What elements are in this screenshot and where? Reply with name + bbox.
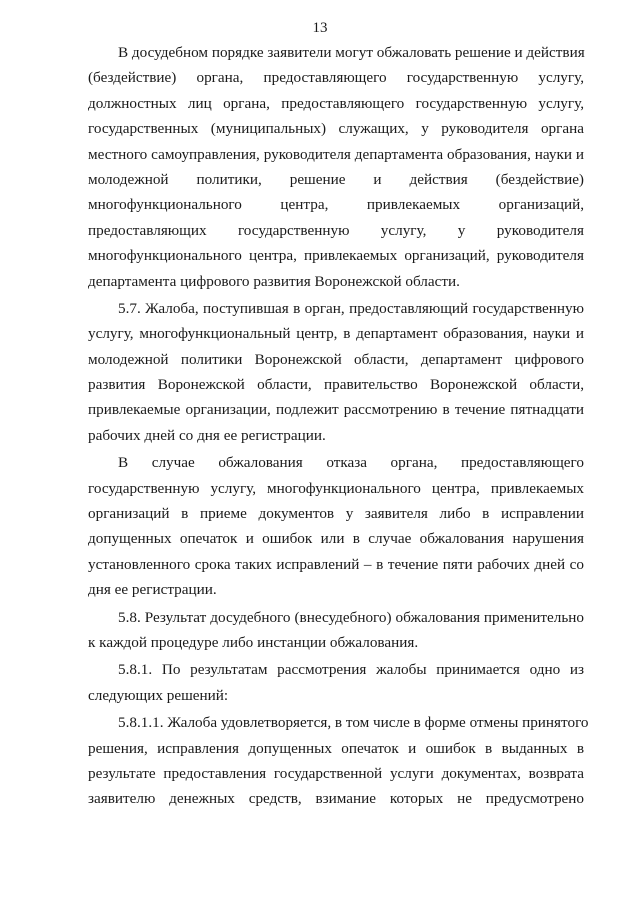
text-line: государственную услугу, многофункционального центра, привлекаемых (88, 479, 584, 497)
text-line: предоставляющих государственную услугу, у руководителя (88, 221, 584, 239)
paragraph-5-8-1 (88, 657, 584, 708)
text-line: (бездействие) органа, предоставляющего государственную услугу, (88, 69, 584, 87)
text-line: организаций в приеме документов у заявителя либо в исправлении (88, 505, 584, 523)
text-line: 5.8.1. По результатам рассмотрения жалобы принимается одно из (118, 661, 584, 679)
paragraph-5-8-1-1 (88, 710, 589, 812)
paragraph-5-8 (88, 605, 584, 656)
text-line: результате предоставления государственной услуги документах, возврата (88, 764, 584, 782)
page-number: 13 (312, 20, 328, 36)
text-line: молодежной политики Воронежской области, департамент цифрового (88, 350, 584, 368)
text-line: следующих решений: (88, 686, 229, 704)
document-body (88, 40, 589, 812)
text-line: государственных (муниципальных) служащих, у руководителя органа (88, 120, 584, 138)
text-line: услугу, многофункциональный центр, в департамент образования, науки и (88, 325, 584, 343)
paragraph-5-7 (88, 296, 584, 448)
text-line: решения, исправления допущенных опечаток и ошибок в выданных в (88, 739, 584, 757)
text-line: 5.8. Результат досудебного (внесудебного) обжалования применительно (118, 608, 584, 626)
text-line: рабочих дней со дня ее регистрации. (88, 426, 326, 444)
text-line: развития Воронежской области, правительство Воронежской области, (88, 376, 584, 394)
paragraph-refusal-appeal (88, 450, 584, 602)
text-line: В случае обжалования отказа органа, предоставляющего (118, 454, 584, 472)
text-line: установленного срока таких исправлений – в течение пяти рабочих дней со (88, 555, 584, 573)
text-line: молодежной политики, решение и действия (бездействие) (88, 170, 584, 188)
text-line: заявителю денежных средств, взимание которых не предусмотрено (88, 790, 584, 808)
text-line: к каждой процедуре либо инстанции обжалования. (88, 633, 419, 651)
text-line: дня ее регистрации. (88, 581, 217, 599)
paragraph-pretrial-appeal (88, 40, 584, 294)
text-line: местного самоуправления, руководителя департамента образования, науки и (88, 145, 584, 163)
text-line: 5.7. Жалоба, поступившая в орган, предоставляющий государственную (118, 299, 584, 317)
text-line: 5.8.1.1. Жалоба удовлетворяется, в том числе в форме отмены принятого (118, 714, 589, 732)
text-line: привлекаемые организации, подлежит рассмотрению в течение пятнадцати (88, 401, 584, 419)
text-line: департамента цифрового развития Воронежской области. (88, 272, 460, 290)
text-line: многофункционального центра, привлекаемых организаций, (88, 196, 584, 214)
text-line: допущенных опечаток и ошибок или в случае обжалования нарушения (88, 530, 584, 548)
text-line: многофункционального центра, привлекаемых организаций, руководителя (88, 247, 584, 265)
text-line: должностных лиц органа, предоставляющего государственную услугу, (88, 94, 584, 112)
text-line: В досудебном порядке заявители могут обжаловать решение и действия (118, 44, 585, 61)
